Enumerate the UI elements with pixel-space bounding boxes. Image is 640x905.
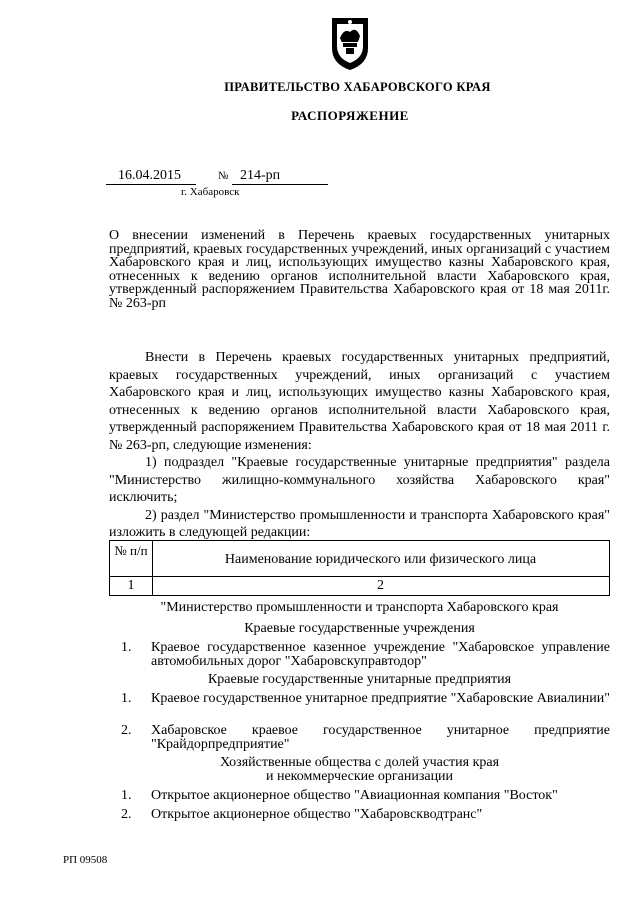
coat-of-arms-icon (328, 14, 372, 72)
table-header-name: Наименование юридического или физического лица (224, 552, 537, 567)
group-title-3-line-1: Хозяйственные общества с долей участия края (219, 755, 500, 770)
table-row-divider (110, 576, 609, 577)
document-date: 16.04.2015 (118, 168, 181, 183)
item-number: 1. (121, 691, 132, 706)
list-item (109, 724, 610, 752)
document-number: 214-рп (240, 168, 281, 183)
table-col-number-1: 1 (127, 578, 135, 593)
list-item (109, 789, 610, 804)
group-title-3 (109, 756, 610, 784)
body-paragraph-1: Внести в Перечень краевых государственных унитарных предприятий, краевых государственных учреждений, иных организаций с участием Хабаровского края и лиц, использующих имущество казны Хабаровского края, отнесенных к ведению органов исполнительной власти Хабаровского края, утвержденный распоряжением Правительства Хабаровского края от 18 мая 2011 г. № 263-рп, следующие изменения: (109, 350, 610, 453)
group-title-3-line-2: и некоммерческие организации (265, 769, 454, 784)
document-type: РАСПОРЯЖЕНИЕ (291, 108, 409, 123)
item-number: 2. (121, 723, 132, 738)
item-number: 2. (121, 807, 132, 822)
registration-code: РП 09508 (63, 854, 108, 866)
item-text: Хабаровское краевое государственное унитарное предприятие "Крайдорпредприятие" (151, 723, 610, 752)
number-sign: № (218, 170, 229, 182)
item-text: Открытое акционерное общество "Авиационная компания "Восток" (151, 788, 558, 803)
table-col-number-2: 2 (377, 578, 384, 593)
government-name: ПРАВИТЕЛЬСТВО ХАБАРОВСКОГО КРАЯ (224, 80, 491, 94)
item-text: Краевое государственное казенное учреждение "Хабаровское управление автомобильных дорог "Хабаровскуправтодор" (151, 640, 610, 669)
header-table (109, 540, 610, 596)
item-number: 1. (121, 788, 132, 803)
item-text: Краевое государственное унитарное предприятие "Хабаровские Авиалинии" (151, 691, 610, 706)
item-text: Открытое акционерное общество "Хабаровскводтранс" (151, 807, 483, 822)
item-number: 1. (121, 640, 132, 655)
group-title-2: Краевые государственные унитарные предприятия (207, 672, 512, 687)
date-underline (106, 184, 196, 185)
list-item (109, 641, 610, 669)
list-item (109, 692, 610, 720)
table-header-number: № п/п (114, 543, 148, 558)
list-item (109, 808, 610, 823)
group-title-1: Краевые государственные учреждения (244, 621, 475, 636)
number-underline (232, 184, 328, 185)
body-paragraph-2: 1) подраздел "Краевые государственные унитарные предприятия" раздела "Министерство жилищно-коммунального хозяйства Хабаровского края" исключить; (109, 455, 610, 505)
section-title: "Министерство промышленности и транспорта Хабаровского края (160, 600, 559, 615)
document-title: О внесении изменений в Перечень краевых государственных унитарных предприятий, краевых государственных учреждений, иных организаций с участием Хабаровского края и лиц, использующих имущество казны Хабаровского края, отнесенных к ведению органов исполнительной власти Хабаровского края, утвержденный распоряжением Правительства Хабаровского края от 18 мая 2011г. № 263-рп (109, 228, 610, 311)
city: г. Хабаровск (181, 186, 240, 198)
document-body (109, 349, 610, 542)
body-paragraph-3: 2) раздел "Министерство промышленности и транспорта Хабаровского края" изложить в следующей редакции: (109, 507, 610, 540)
